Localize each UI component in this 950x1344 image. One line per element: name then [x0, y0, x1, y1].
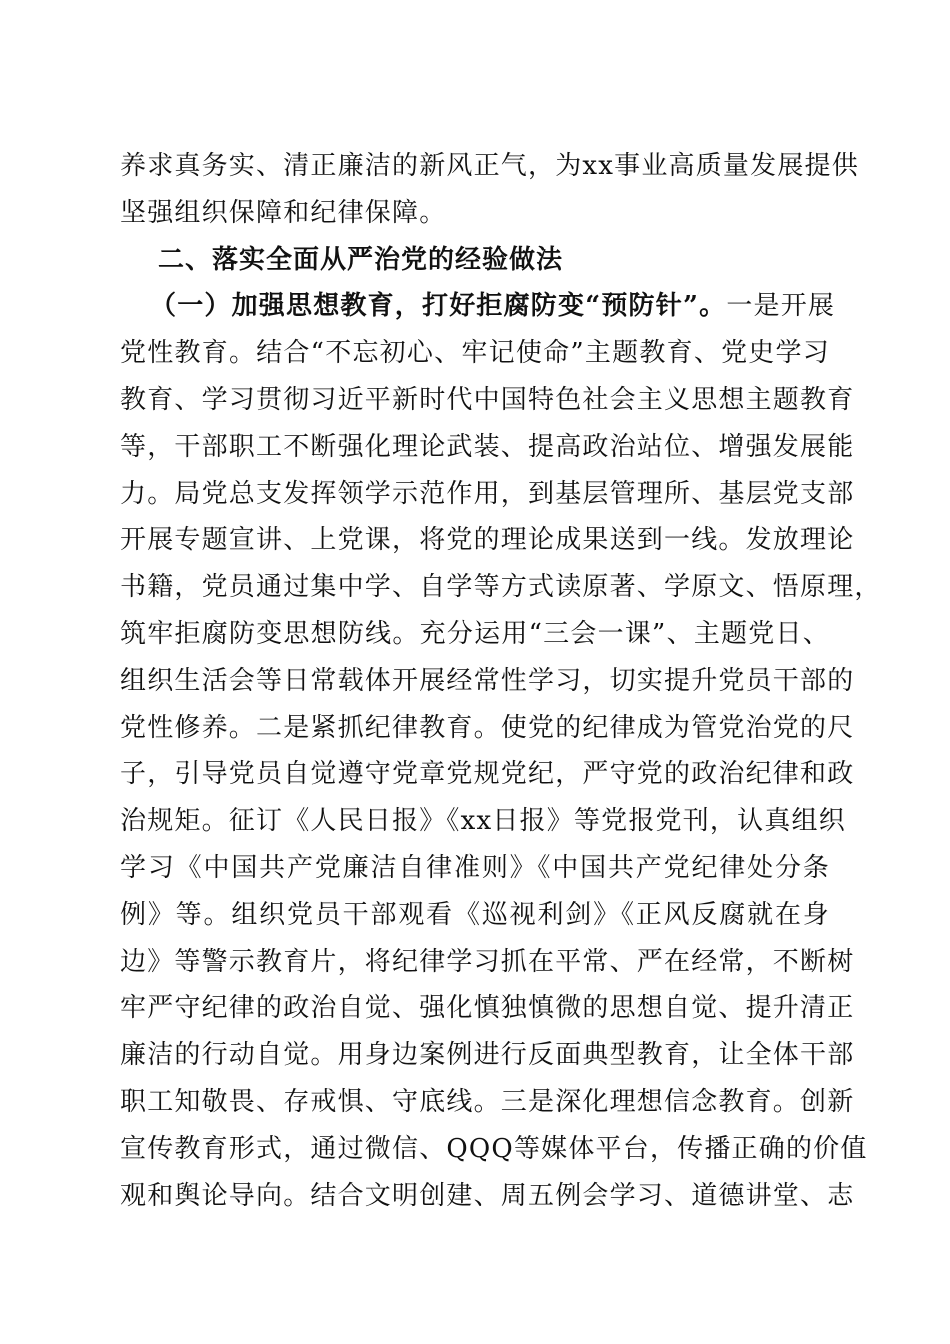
paragraph-line: 力。局党总支发挥领学示范作用，到基层管理所、基层党支部	[120, 478, 855, 509]
paragraph-line: 边》等警示教育片，将纪律学习抓在平常、严在经常，不断树	[120, 946, 855, 977]
paragraph-line: 坚强组织保障和纪律保障。	[120, 197, 447, 228]
paragraph-line: 子，引导党员自觉遵守党章党规党纪，严守党的政治纪律和政	[120, 759, 855, 790]
paragraph-line: 宣传教育形式，通过微信、QQQ等媒体平台，传播正确的价值	[120, 1133, 868, 1164]
paragraph-line: 牢严守纪律的政治自觉、强化慎独慎微的思想自觉、提升清正	[120, 993, 855, 1024]
paragraph-line: 等，干部职工不断强化理论武装、提高政治站位、增强发展能	[120, 431, 855, 462]
document-body	[120, 143, 882, 1219]
paragraph-line: 廉洁的行动自觉。用身边案例进行反面典型教育，让全体干部	[120, 1040, 855, 1071]
paragraph-line: 筑牢拒腐防变思想防线。充分运用“三会一课”、主题党日、	[120, 618, 830, 649]
paragraph-line: 教育、学习贯彻习近平新时代中国特色社会主义思想主题教育	[120, 384, 855, 415]
paragraph-line: 例》等。组织党员干部观看《巡视利剑》《正风反腐就在身	[120, 899, 830, 930]
paragraph-line: 党性修养。二是紧抓纪律教育。使党的纪律成为管党治党的尺	[120, 712, 855, 743]
paragraph-line: 治规矩。征订《人民日报》《xx日报》等党报党刊，认真组织	[120, 806, 846, 837]
paragraph-line: 开展专题宣讲、上党课，将党的理论成果送到一线。发放理论	[120, 525, 855, 556]
paragraph-line	[120, 283, 836, 330]
paragraph-line: 观和舆论导向。结合文明创建、周五例会学习、道德讲堂、志	[120, 1180, 855, 1211]
paragraph-line: 学习《中国共产党廉洁自律准则》《中国共产党纪律处分条	[120, 852, 830, 883]
paragraph-text: 一是开展	[726, 291, 836, 322]
subsection-title: （一）加强思想教育，打好拒腐防变“预防针”。	[150, 291, 727, 322]
paragraph-line: 党性教育。结合“不忘初心、牢记使命”主题教育、党史学习	[120, 338, 830, 369]
paragraph-line: 组织生活会等日常载体开展经常性学习，切实提升党员干部的	[120, 665, 855, 696]
paragraph-line: 书籍，党员通过集中学、自学等方式读原著、学原文、悟原理，	[120, 572, 882, 603]
paragraph-line: 职工知敬畏、存戒惧、守底线。三是深化理想信念教育。创新	[120, 1086, 855, 1117]
paragraph-line: 养求真务实、清正廉洁的新风正气，为xx事业高质量发展提供	[120, 151, 859, 181]
section-heading: 二、落实全面从严治党的经验做法	[158, 244, 564, 275]
